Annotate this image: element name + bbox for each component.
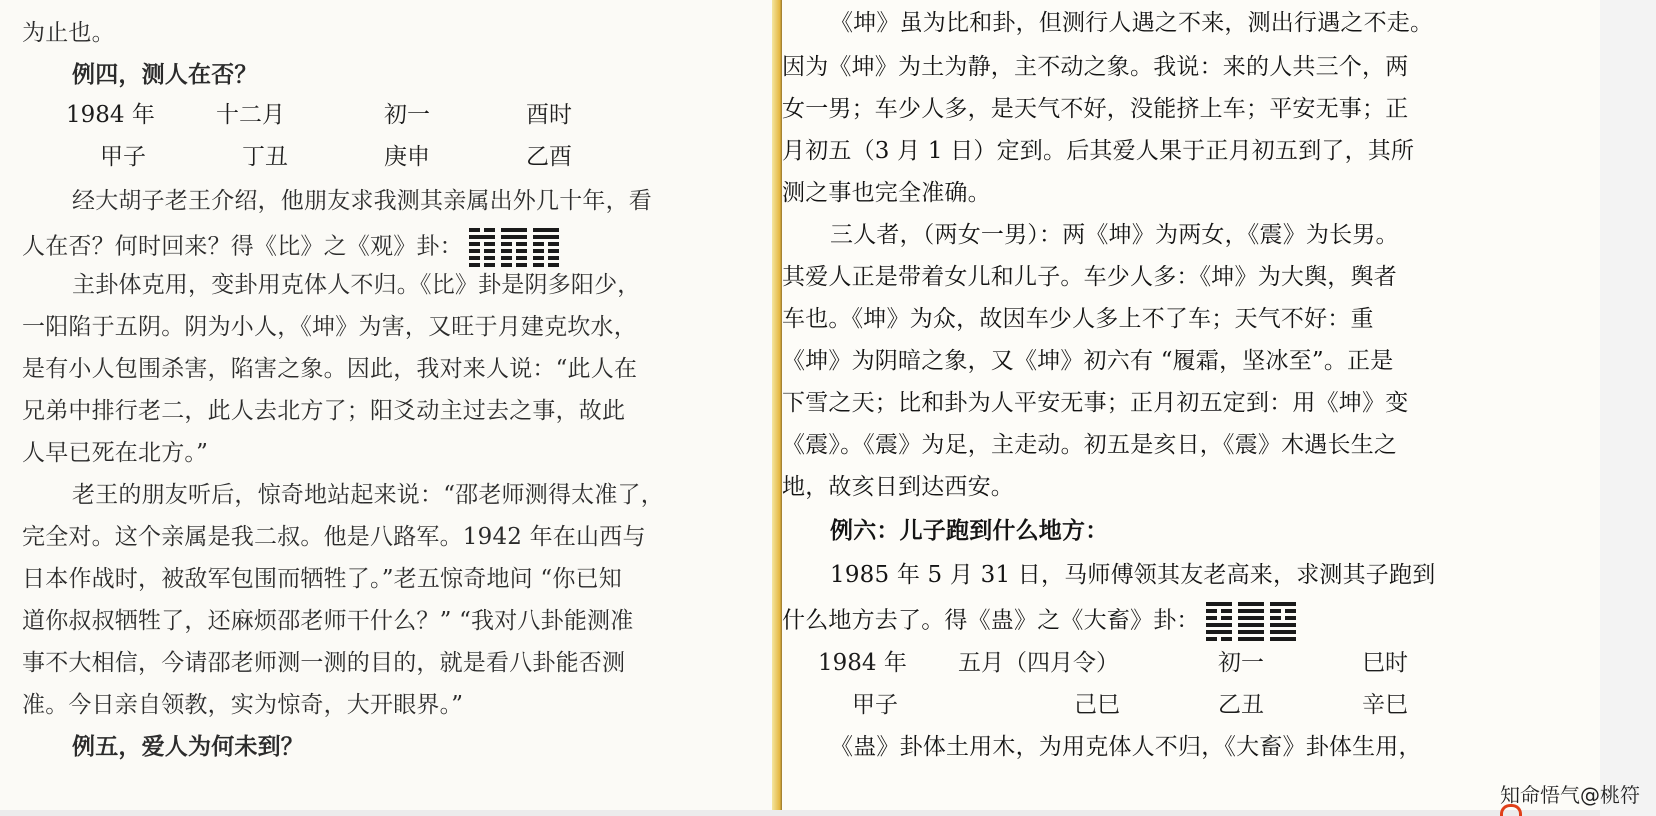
section-heading-example-5: 例五，爱人为何未到？ <box>72 733 304 760</box>
yin-line-icon <box>501 249 527 253</box>
date-year: 1984 年 <box>66 102 155 128</box>
text-fragment: 什么地方去了。得《蛊》之《大畜》卦： <box>782 607 1200 634</box>
text-line: 《蛊》卦体土用木，为用克体人不归，《大畜》卦体生用， <box>830 734 1422 760</box>
yin-line-icon <box>501 242 527 246</box>
text-line: 《坤》虽为比和卦，但测行人遇之不来，测出行遇之不走。 <box>830 10 1434 36</box>
yin-line-icon <box>501 263 527 267</box>
yang-line-icon <box>1238 602 1264 606</box>
yin-line-icon <box>1270 616 1296 620</box>
text-line: 地，故亥日到达西安。 <box>782 474 1014 500</box>
hexagram-figure-icon <box>533 228 559 267</box>
yang-line-icon <box>533 235 559 239</box>
yang-line-icon <box>1238 623 1264 627</box>
yang-line-icon <box>501 228 527 232</box>
yin-line-icon <box>469 228 495 232</box>
ganzhi-hour: 辛巳 <box>1362 692 1408 718</box>
date-day: 初一 <box>384 102 430 128</box>
yang-line-icon <box>1270 630 1296 634</box>
date-month: 十二月 <box>216 102 285 128</box>
ganzhi-month: 己巳 <box>1074 692 1120 718</box>
yang-line-icon <box>1206 623 1232 627</box>
hexagram-figure-icon <box>501 228 527 267</box>
yang-line-icon <box>1206 630 1232 634</box>
watermark-logo-icon <box>1500 804 1522 816</box>
text-line <box>782 602 1296 641</box>
yang-line-icon <box>1238 637 1264 641</box>
hexagram-figure-icon <box>1238 602 1264 641</box>
yin-line-icon <box>1206 616 1232 620</box>
date-year: 1984 年 <box>818 650 907 676</box>
yang-line-icon <box>1238 630 1264 634</box>
ganzhi-day: 庚申 <box>384 144 430 170</box>
text-line: 三人者，（两女一男）：两《坤》为两女，《震》为长男。 <box>830 222 1399 248</box>
yin-line-icon <box>469 242 495 246</box>
yang-line-icon <box>1270 623 1296 627</box>
text-line: 日本作战时，被敌军包围而牺牲了。”老五惊奇地问 “你已知 <box>22 566 622 592</box>
section-heading-example-6: 例六：儿子跑到什么地方： <box>830 517 1109 544</box>
text-line: 兄弟中排行老二，此人去北方了；阳爻动主过去之事，故此 <box>22 398 626 424</box>
text-line: 因为《坤》为土为静，主不动之象。我说：来的人共三个，两 <box>782 54 1409 80</box>
text-line: 月初五（3 月 1 日）定到。后其爱人果于正月初五到了，其所 <box>782 138 1415 164</box>
ganzhi-year: 甲子 <box>100 144 146 170</box>
text-line <box>22 228 559 267</box>
yang-line-icon <box>501 235 527 239</box>
yin-line-icon <box>469 249 495 253</box>
text-line: 事不大相信，今请邵老师测一测的目的，就是看八卦能否测 <box>22 650 626 676</box>
text-line: 一阳陷于五阴。阴为小人，《坤》为害，又旺于月建克坎水， <box>22 314 637 340</box>
text-line: 测之事也完全准确。 <box>782 180 991 206</box>
date-day: 初一 <box>1218 650 1264 676</box>
yin-line-icon <box>533 256 559 260</box>
date-hour: 巳时 <box>1362 650 1408 676</box>
text-line: 老王的朋友听后，惊奇地站起来说：“邵老师测得太准了， <box>72 482 664 508</box>
hexagram-figure-icon <box>1206 602 1232 641</box>
text-line: 1985 年 5 月 31 日，马师傅领其友老高来，求测其子跑到 <box>830 562 1436 588</box>
yang-line-icon <box>1238 616 1264 620</box>
text-line: 主卦体克用，变卦用克体人不归。《比》卦是阴多阳少， <box>72 272 641 298</box>
yin-line-icon <box>533 263 559 267</box>
left-page <box>0 0 778 816</box>
text-line: 人早已死在北方。” <box>22 440 209 466</box>
ganzhi-day: 乙丑 <box>1218 692 1264 718</box>
yin-line-icon <box>469 256 495 260</box>
yin-line-icon <box>1206 637 1232 641</box>
yang-line-icon <box>1270 602 1296 606</box>
hexagram-bi-to-guan-icon <box>469 228 559 267</box>
text-line: 下雪之天；比和卦为人平安无事；正月初五定到：用《坤》变 <box>782 390 1409 416</box>
hexagram-gu-to-dachu-icon <box>1206 602 1296 641</box>
yin-line-icon <box>1206 609 1232 613</box>
text-line: 经大胡子老王介绍，他朋友求我测其亲属出外几十年，看 <box>72 188 652 214</box>
yin-line-icon <box>533 242 559 246</box>
yang-line-icon <box>1270 637 1296 641</box>
hexagram-figure-icon <box>469 228 495 267</box>
watermark: 知命悟气@桃符 <box>1500 783 1640 807</box>
text-line: 《坤》为阴暗之象，又《坤》初六有 “履霜，坚冰至”。正是 <box>782 348 1394 374</box>
ganzhi-month: 丁丑 <box>242 144 288 170</box>
section-heading-example-4: 例四，测人在否？ <box>72 61 258 88</box>
text-line: 《震》。《震》为足，主走动。初五是亥日，《震》木遇长生之 <box>782 432 1398 458</box>
text-line: 车也。《坤》为众，故因车少人多上不了车；天气不好：重 <box>782 306 1374 332</box>
date-hour: 酉时 <box>526 102 572 128</box>
yin-line-icon <box>501 256 527 260</box>
yang-line-icon <box>469 235 495 239</box>
viewer-right-margin <box>1600 0 1656 816</box>
hexagram-figure-icon <box>1270 602 1296 641</box>
text-fragment: 人在否？何时回来？得《比》之《观》卦： <box>22 233 463 260</box>
date-month: 五月（四月令） <box>958 650 1119 676</box>
yin-line-icon <box>469 263 495 267</box>
text-line: 女一男；车少人多，是天气不好，没能挤上车；平安无事；正 <box>782 96 1409 122</box>
yin-line-icon <box>533 249 559 253</box>
yang-line-icon <box>533 228 559 232</box>
text-line: 是有小人包围杀害，陷害之象。因此，我对来人说：“此人在 <box>22 356 638 382</box>
viewer-bottom-margin <box>0 810 1600 816</box>
yang-line-icon <box>1238 609 1264 613</box>
ganzhi-hour: 乙酉 <box>526 144 572 170</box>
yin-line-icon <box>1270 609 1296 613</box>
text-line: 为止也。 <box>22 20 115 46</box>
ganzhi-year: 甲子 <box>852 692 898 718</box>
text-line: 准。今日亲自领教，实为惊奇，大开眼界。” <box>22 692 464 718</box>
yang-line-icon <box>1206 602 1232 606</box>
text-line: 完全对。这个亲属是我二叔。他是八路军。1942 年在山西与 <box>22 524 646 550</box>
right-page <box>782 0 1600 816</box>
text-line: 其爱人正是带着女儿和儿子。车少人多：《坤》为大舆，舆者 <box>782 264 1397 290</box>
text-line: 道你叔叔牺牲了，还麻烦邵老师干什么？” “我对八卦能测准 <box>22 608 634 634</box>
